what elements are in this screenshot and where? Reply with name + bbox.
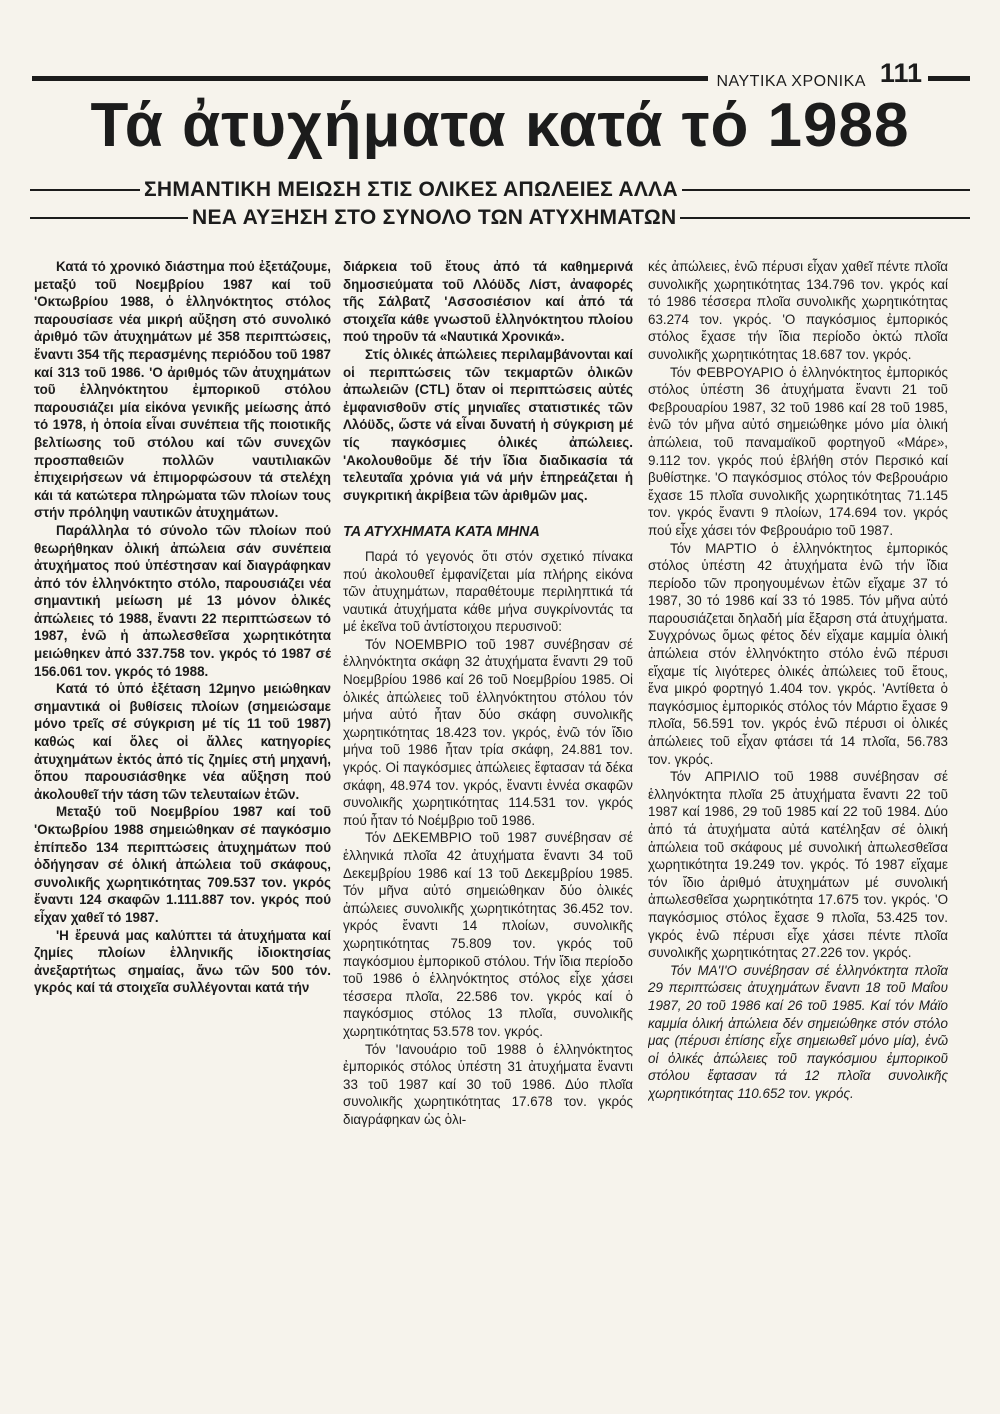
column-1 xyxy=(34,258,331,1388)
subtitle-text-2: ΝΕΑ ΑΥΞΗΣΗ ΣΤΟ ΣΥΝΟΛΟ ΤΩΝ ΑΤΥΧΗΜΑΤΩΝ xyxy=(192,206,677,229)
column-3-italic-paragraph: Τόν ΜΑ'Ι'Ο συνέβησαν σέ ἑλληνόκτητα πλοῖα 29 περιπτώσεις ἀτυχημάτων ἔναντι 18 τοῦ Μαΐου 1987, 20 τοῦ 1986 καί 26 τοῦ 1985. Καί τόν Μάϊο καμμία ὁλική ἀπώλεια δέν σημειώθηκε στόν στόλο μας (πέρυσι ἐπίσης εἶχε σημειωθεῖ μόνο μία), ἐνῶ οἱ ὁλικές ἀπώλειες τοῦ παγκόσμιου ἐμπορικοῦ στόλου ἔφτασαν τά 12 πλοῖα συνολικῆς χωρητικότητας 110.652 τον. γκρός. xyxy=(648,962,948,1101)
column-2-paragraph: Τόν ΔΕΚΕΜΒΡΙΟ τοῦ 1987 συνέβησαν σέ ἑλληνικά πλοῖα 42 ἀτυχήματα ἔναντι 34 τοῦ Δεκεμβρίου 1986 καί 13 τοῦ Δεκεμβρίου 1985. Τόν μῆνα αὐτό σημειώθηκαν δύο ὁλικές ἀπώλειες συνολικῆς χωρητικότητας 36.452 τον. γκρός ἔναντι 14 πλοίων, συνολικῆς χωρητικότητας 75.809 τον. γκρός τοῦ παγκόσμιου ἐμπορικοῦ στόλου. Τήν ἴδια περίοδο τοῦ 1986 ὁ ἑλληνόκτητος στόλος εἶχε χάσει τέσσερα πλοῖα, 22.586 τον. γκρός καί ὁ παγκόσμιος στόλος 13 πλοῖα, συνολικῆς χωρητικότητας 53.578 τον. γκρός. xyxy=(343,830,633,1039)
column-3-paragraph: κές ἀπώλειες, ἐνῶ πέρυσι εἶχαν χαθεῖ πέντε πλοῖα συνολικῆς χωρητικότητας 134.796 τον. γκρός καί τό 1986 τέσσερα πλοῖα συνολικῆς χωρητικότητας 63.274 τον. γκρός. 'Ο παγκόσμιος ἐμπορικός στόλος ἔχασε τήν ἴδια περίοδο ὀκτώ πλοῖα συνολικῆς χωρητικότητας 18.687 τον. γκρός. xyxy=(648,259,948,362)
page-header xyxy=(32,58,970,91)
subtitle-text-1: ΣΗΜΑΝΤΙΚΗ ΜΕΙΩΣΗ ΣΤΙΣ ΟΛΙΚΕΣ ΑΠΩΛΕΙΕΣ ΑΛΛΑ xyxy=(144,178,678,201)
column-3-paragraph: Τόν ΑΠΡΙΛΙΟ τοῦ 1988 συνέβησαν σέ ἑλληνόκτητα πλοῖα 25 ἀτυχήματα ἔναντι 22 τοῦ 1987 καί 1986, 29 τοῦ 1985 καί 22 τοῦ 1984. Δύο ἀπό τά ἀτυχήματα αὐτά κατέληξαν σέ ὁλική ἀπώλεια τοῦ σκάφους μέ συνολική ἀπωλεσθεῖσα χωρητικότητα 19.249 τον. γκρός. Τό 1987 εἴχαμε τόν ἴδιο ἀριθμό ἀτυχημάτων μέ συνολική ἀπωλεσθεῖσα χωρητικότητα 17.675 τον. γκρός. 'Ο παγκόσμιος στόλος ἔχασε 9 πλοῖα, 53.425 τον. γκρός ἐνῶ πέρυσι εἶχε χάσει πέντε πλοῖα συνολικῆς χωρητικότητας 27.226 τον. γκρός. xyxy=(648,769,948,961)
column-1-paragraph: Μεταξύ τοῦ Νοεμβρίου 1987 καί τοῦ 'Οκτωβρίου 1988 σημειώθηκαν σέ παγκόσμιο ἐπίπεδο 134 περιπτώσεις ἀτυχημάτων πού ὁδήγησαν σέ ὁλική ἀπώλεια τοῦ σκάφους, συνολικῆς χωρητικότητας 709.537 τον. γκρός ἔναντι 124 σκαφῶν 1.111.887 τον. γκρός πού εἶχαν χαθεῖ τό 1987. xyxy=(34,804,331,925)
column-1-paragraph: Παράλληλα τό σύνολο τῶν πλοίων πού θεωρήθηκαν ὁλική ἀπώλεια σάν συνέπεια ἀτυχήματος πού ὑπέστησαν καί διαγράφηκαν ἀπό τόν ἑλληνόκτητο στόλο, παρουσιάζει νέα σημαντική μείωση μέ 13 μόνον ὁλικές ἀπώλειες τό 1988, ἔναντι 22 περιπτώσεων τό 1987, ἐνῶ ἡ ἀπωλεσθεῖσα χωρητικότητα μειώθηκεν ἀπό 337.758 τον. γκρός τό 1987 σέ 156.061 τον. γκρός τό 1988. xyxy=(34,522,331,679)
column-1-paragraph: Κατά τό χρονικό διάστημα πού ἐξετάζουμε, μεταξύ τοῦ Νοεμβρίου 1987 καί τοῦ 'Οκτωβρίου 1988, ὁ ἑλληνόκτητος στόλος παρουσίασε νέα μικρή αὔξηση στό συνολικό ἀριθμό τῶν ἀτυχημάτων μέ 358 περιπτώσεις, ἔναντι 354 τῆς περασμένης περιόδου τοῦ 1987 καί 313 τοῦ 1986. 'Ο ἀριθμός τῶν ἀτυχημάτων τοῦ ἑλληνόκτητου ἐμπορικοῦ στόλου παρουσιάζει μία εἰκόνα γενικῆς μείωσης ἀπό τό 1978, ἡ ὁποία εἶναι συνέπεια τῆς ποιοτικῆς βελτίωσης τοῦ στόλου καί τῶν συνεχῶν προσπαθειῶν πολλῶν ναυτιλιακῶν ἐπιχειρήσεων νά ἐπιμορφώσουν τά στελέχη κάι τά κατώτερα πληρώματα τῶν πλοίων τους στήν πρόληψη ναυτικῶν ἀτυχημάτων. xyxy=(34,259,331,521)
subtitle-line-2 xyxy=(30,206,970,230)
column-1-paragraph: Κατά τό ὑπό ἐξέταση 12μηνο μειώθηκαν σημαντικά οἱ βυθίσεις πλοίων (σημειώσαμε μόνο τρεῖς σέ σύγκριση μέ τίς 11 τοῦ 1987) καθώς καί ὅλες οἱ ἄλλες κατηγορίες ἀτυχημάτων ἐκτός ἀπό τίς ζημίες στή μηχανή, ὅπου παρουσιάσθηκε νέα αὔξηση πού ἀκολουθεῖ τήν τάση τῶν τελευταίων ἐτῶν. xyxy=(34,681,331,802)
section-heading: ΤΑ ΑΤΥΧΗΜΑΤΑ ΚΑΤΑ ΜΗΝΑ xyxy=(343,524,540,541)
header-rule-right xyxy=(928,76,970,81)
page-number: 111 xyxy=(879,58,922,88)
column-2-paragraph: Τόν 'Ιανουάριο τοῦ 1988 ὁ ἑλληνόκτητος ἐμπορικός στόλος ὑπέστη 31 ἀτυχήματα ἔναντι 33 τοῦ 1987 καί 30 τοῦ 1986. Δύο πλοῖα συνολικῆς χωρητικότητας 17.678 τον. γκρός διαγράφηκαν ὡς ὁλι- xyxy=(343,1041,633,1127)
column-3-paragraph: Τόν ΜΑΡΤΙΟ ὁ ἑλληνόκτητος ἐμπορικός στόλος ὑπέστη 42 ἀτυχήματα ἐνῶ τήν ἴδια περίοδο τῶν προηγουμένων ἐτῶν εἴχαμε 37 τό 1987, 30 τό 1986 καί 33 τό 1985. Τόν μῆνα αὐτό παρουσιάζεται δηλαδή μία ἔξαρση στά ἀτυχήματα. Συγχρόνως ὅμως φέτος δέν εἴχαμε καμμία ὁλική ἀπώλεια στόν ἑλληνόκτητο στόλο ἐνῶ πέρυσι εἴχαμε τίς λιγότερες ὁλικές ἀπώλειες τοῦ ἔτους, ἕνα μικρό φορτηγό 1.404 τον. γκρός. 'Αντίθετα ὁ παγκόσμιος ἐμπορικός στόλος τόν Μάρτιο ἔχασε 9 πλοῖα, 56.591 τον. γκρός ἐνῶ πέρυσι οἱ ὁλικές ἀπώλειες τοῦ εἶχαν φτάσει τά 14 πλοῖα, 56.783 τον. γκρός. xyxy=(648,540,948,767)
column-3-paragraph: Τόν ΦΕΒΡΟΥΑΡΙΟ ὁ ἑλληνόκτητος ἐμπορικός στόλος ὑπέστη 36 ἀτυχήματα ἔναντι 21 τοῦ Φεβρουαρίου 1987, 32 τοῦ 1986 καί 28 τοῦ 1985, ἐνῶ τόν μῆνα αὐτό σημειώθηκε μόνο μία ὁλική ἀπώλεια, τοῦ παναμαϊκοῦ φορτηγοῦ «Μάρε», 9.112 τον. γκρός πού ἐβλήθη στόν Περσικό καί βυθίστηκε. 'Ο παγκόσμιος στόλος τόν Φεβρουάριο ἔχασε 15 πλοῖα συνολικῆς χωρητικότητας 71.145 τον. γκρός ἔναντι 9 πλοίων, 174.694 τον. γκρός πού εἶχε χάσει τόν Φεβρουάριο τοῦ 1987. xyxy=(648,364,948,538)
column-3 xyxy=(648,258,948,1388)
subtitle-line-1 xyxy=(30,178,970,202)
column-1-paragraph: 'Η ἔρευνά μας καλύπτει τά ἀτυχήματα καί ζημίες πλοίων ἑλληνικῆς ἰδιοκτησίας ἀνεξαρτήτως σημαίας, ἄνω τῶν 500 τόν. γκρός καί τά στοιχεῖα συλλέγονται κατά τήν xyxy=(34,927,331,996)
magazine-name: ΝΑΥΤΙΚΑ ΧΡΟΝΙΚΑ xyxy=(716,72,866,90)
column-2-paragraph: Τόν ΝΟΕΜΒΡΙΟ τοῦ 1987 συνέβησαν σέ ἑλληνόκτητα σκάφη 32 ἀτυχήματα ἔναντι 29 τοῦ Νοεμβρίου 1986 καί 26 τοῦ Νοεμβρίου 1985. Οἱ ὁλικές ἀπώλειες τοῦ ἑλληνόκτητου στόλου τόν μήνα αὐτό ἦταν δύο σκάφη συνολικῆς χωρητικότητας 18.423 τον. γκρός, ἐνῶ τόν ἴδιο μήνα τοῦ 1986 ἦταν τρία σκάφη, 24.881 τον. γκρός. Οἱ παγκόσμιες ἀπώλειες ἔφτασαν τά δέκα σκάφη, 48.974 τον. γκρός, ἔναντι ἐννέα σκαφῶν συνολικῆς χωρητικότητας 114.531 τον. γκρός πού ἦταν τό Νοέμβριο τοῦ 1986. xyxy=(343,636,633,828)
column-2-paragraph: Στίς ὁλικές ἀπώλειες περιλαμβάνονται καί οἱ περιπτώσεις τῶν τεκμαρτῶν ὁλικῶν ἀπωλειῶν (CTL) ὅταν οἱ περιπτώσεις αὐτές ἐμφανισθοῦν στίς μηνιαῖες στατιστικές τῶν Λλόϋδς, ὥστε νά εἶναι δυνατή ἡ σύγκριση μέ τίς παγκόσμιες ὁλικές ἀπώλειες. 'Ακολουθοῦμε δέ τήν ἴδια διαδικασία τά τελευταῖα χρόνια γιά νά μήν ἐπηρεάζεται ἡ συγκριτική ἀκρίβεια τῶν ἀριθμῶν μας. xyxy=(343,346,633,503)
article-title: Τά ἀτυχήματα κατά τό 1988 xyxy=(90,91,910,160)
column-2-paragraph: διάρκεια τοῦ ἔτους ἀπό τά καθημερινά δημοσιεύματα τοῦ Λλόϋδς Λίστ, ἀναφορές τῆς Σάλβατζ 'Ασσοσιέσιον καί ἀπό τά στοιχεῖα κάθε γνωστοῦ ἑλληνόκτητου πλοίου πού τηροῦν τά «Ναυτικά Χρονικά». xyxy=(343,259,633,345)
column-2-paragraph: Παρά τό γεγονός ὅτι στόν σχετικό πίνακα πού ἀκολουθεῖ ἐμφανίζεται μία πλήρης εἰκόνα τῶν ἀτυχημάτων, παραθέτουμε περιληπτικά τά ναυτικά ἀτυχήματα κάθε μήνα συγκρίνοντάς τα μέ ἐκεῖνα τοῦ ἀντίστοιχου περυσινοῦ: xyxy=(343,548,633,635)
column-2 xyxy=(343,258,633,1388)
header-rule-left xyxy=(32,76,708,81)
